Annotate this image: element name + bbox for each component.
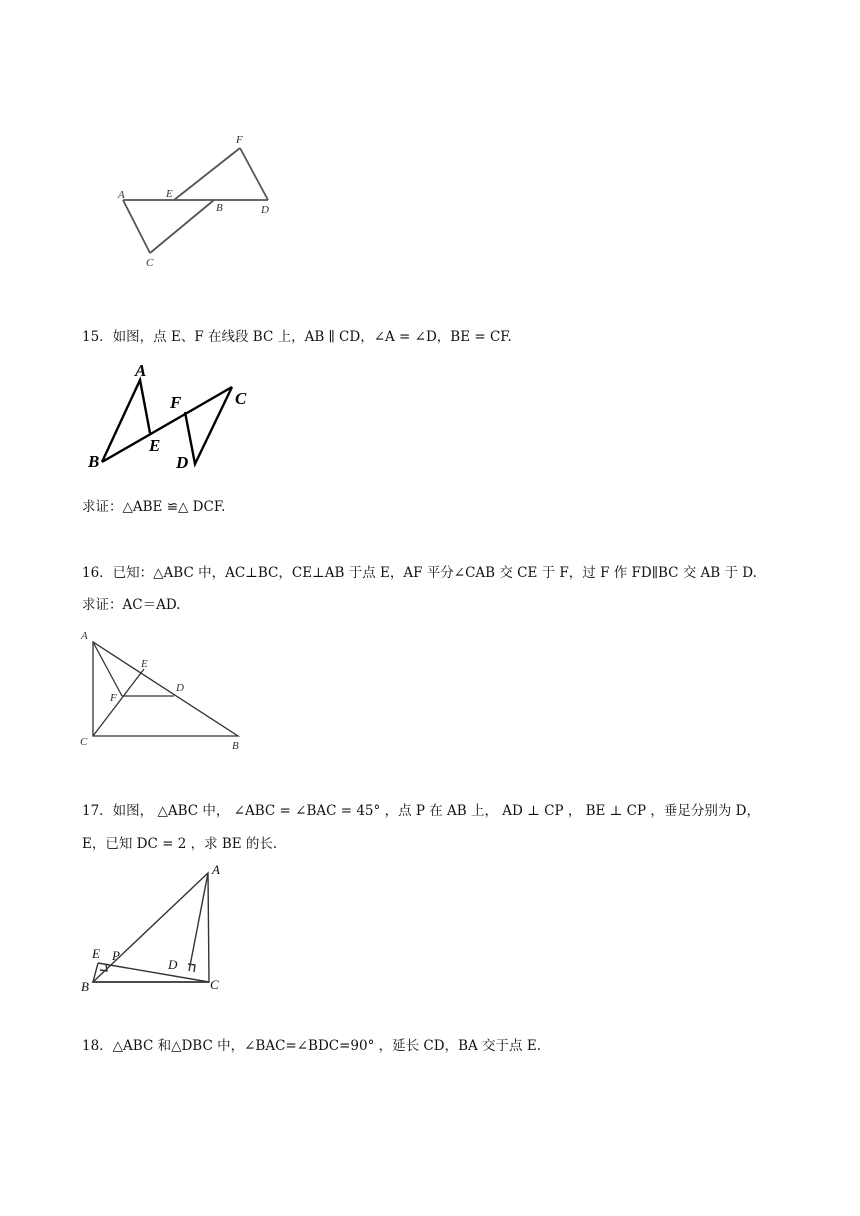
label-c: C [146,257,154,269]
label-c: C [80,736,88,748]
figure-15 [82,360,262,475]
label-a: A [135,361,147,380]
label-f: F [110,692,117,704]
figure-14 [110,130,290,270]
label-a: A [212,862,220,877]
problem-17-line2: E，已知 DC = 2 ，求 BE 的长. [82,836,278,852]
label-b: B [81,979,89,994]
label-f: F [170,393,182,412]
problem-17-line1: 17．如图， △ABC 中， ∠ABC = ∠BAC = 45° ，点 P 在 AB 上， AD ⊥ CP ， BE ⊥ CP ，垂足分别为 D， [82,803,760,819]
problem-15-statement: 15．如图，点 E、F 在线段 BC 上，AB ∥ CD，∠A = ∠D，BE = CF. [82,329,512,345]
label-a: A [118,189,125,201]
label-p: P [112,948,120,963]
problem-16-prove: 求证：AC＝AD. [82,597,181,613]
label-d: D [176,682,184,694]
label-e: E [149,436,161,455]
problem-15-prove: 求证：△ABE ≌△ DCF. [82,499,226,515]
label-d: D [176,453,189,472]
label-d: D [261,204,269,216]
label-e: E [92,946,100,961]
label-f: F [236,134,243,146]
label-e: E [166,188,173,200]
label-c: C [210,977,219,992]
label-b: B [88,452,100,471]
label-c: C [235,389,247,408]
label-b: B [216,202,223,214]
label-b: B [232,740,239,752]
label-a: A [81,630,88,642]
problem-18-statement: 18．△ABC 和△DBC 中，∠BAC=∠BDC=90° ，延长 CD，BA 交于点 E. [82,1038,541,1054]
figure-17 [78,860,238,995]
label-d: D [168,957,178,972]
problem-16-statement: 16．已知：△ABC 中，AC⊥BC，CE⊥AB 于点 E，AF 平分∠CAB 交 CE 于 F，过 F 作 FD∥BC 交 AB 于 D. [82,565,757,581]
label-e: E [141,658,148,670]
figure-16 [78,628,258,753]
